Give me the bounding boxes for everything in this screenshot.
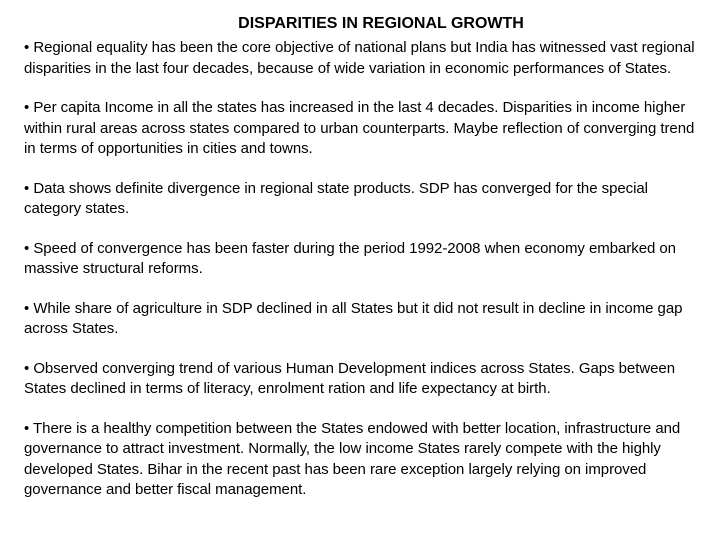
bullet-speed-of-convergence: • Speed of convergence has been faster during the period 1992-2008 when economy embarked on massive structural reforms. — [24, 239, 676, 277]
bullet-list — [24, 38, 708, 501]
bullet-per-capita-income: • Per capita Income in all the states has increased in the last 4 decades. Disparities in income higher within rural areas across states compared to urban counterparts. Maybe reflection of converging trend in terms of opportunities in cities and towns. — [24, 99, 695, 157]
bullet-agriculture-share: • While share of agriculture in SDP declined in all States but it did not result in decline in income gap across States. — [24, 299, 683, 337]
slide-title: DISPARITIES IN REGIONAL GROWTH — [238, 15, 524, 32]
bullet-sdp-divergence: • Data shows definite divergence in regional state products. SDP has converged for the special category states. — [24, 179, 648, 217]
bullet-regional-equality: • Regional equality has been the core objective of national plans but India has witnessed vast regional disparities in the last four decades, because of wide variation in economic performances of States. — [24, 39, 695, 77]
bullet-state-competition: • There is a healthy competition between the States endowed with better location, infrastructure and governance to attract investment. Normally, the low income States rarely compete with the highly developed States. Bihar in the recent past has been rare exception largely relying on improved governance and better fiscal management. — [24, 419, 681, 498]
bullet-human-development: • Observed converging trend of various Human Development indices across States. Gaps between States declined in terms of literacy, enrolment ration and life expectancy at birth. — [24, 359, 675, 397]
